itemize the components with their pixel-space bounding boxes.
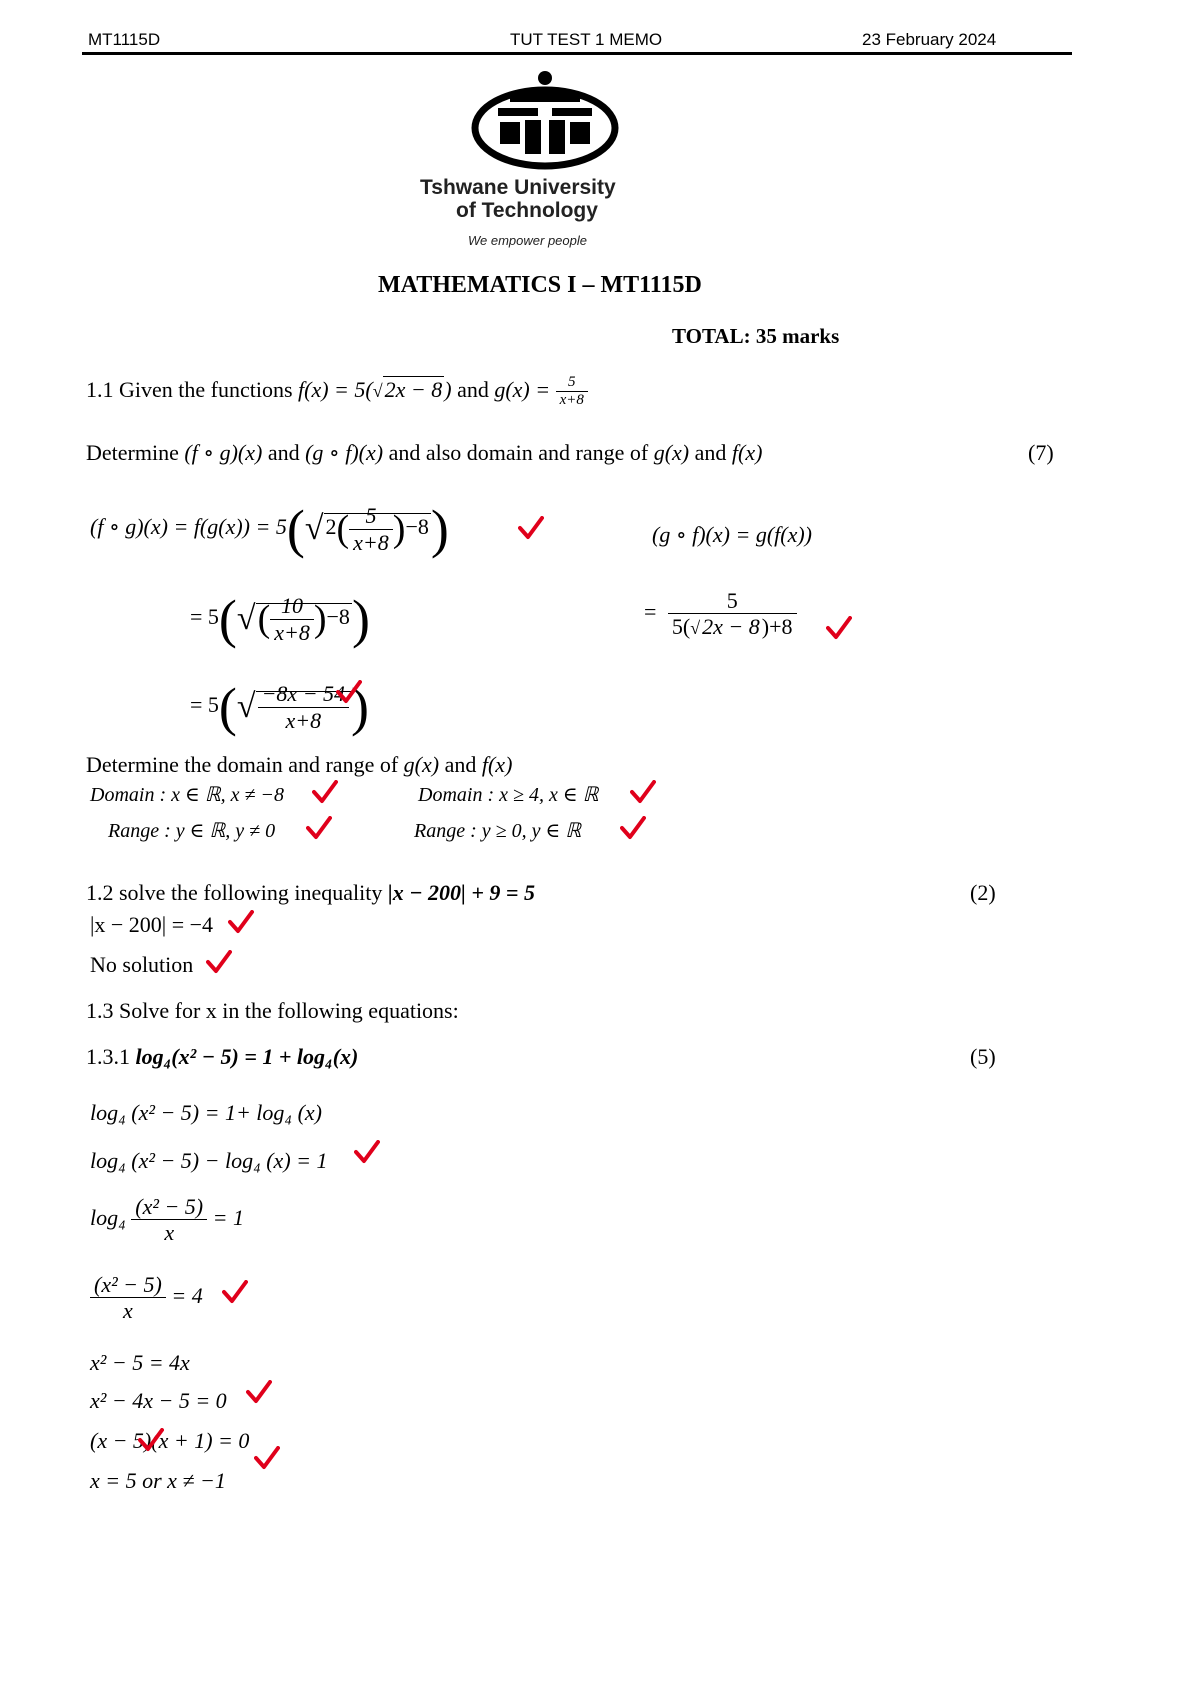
check-mark-icon bbox=[206, 950, 232, 974]
q1-2-prompt bbox=[86, 880, 535, 906]
gof-den-suffix: )+8 bbox=[761, 614, 793, 640]
logo-slogan: We empower people bbox=[468, 233, 587, 248]
fog-line-3-numerator: −8x − 54 bbox=[258, 681, 349, 707]
header-test-name: TUT TEST 1 MEMO bbox=[510, 30, 663, 49]
fx-notation: f(x) bbox=[731, 440, 763, 465]
and-text: and bbox=[689, 440, 732, 465]
check-mark-icon bbox=[354, 1140, 380, 1164]
q1-3-step-4-rhs: = 4 bbox=[171, 1282, 203, 1308]
determine-text: Determine bbox=[86, 440, 185, 465]
g-domain: Domain : x ∈ ℝ, x ≠ −8 bbox=[90, 784, 284, 806]
q1-3-step-3 bbox=[90, 1194, 244, 1246]
q1-2-equation: |x − 200| + 9 = 5 bbox=[387, 880, 535, 905]
q1-3-step-3-numerator: (x² − 5) bbox=[131, 1194, 207, 1220]
q1-1-prompt: 1.1 Given the functions f(x) = 5(√2x − 8) and g(x) = $\frac{5}{x+8}$ bbox=[86, 374, 588, 410]
fog-line-2-lhs: = 5 bbox=[190, 604, 219, 630]
q1-3-step-4-fraction bbox=[90, 1272, 166, 1324]
check-mark-icon bbox=[138, 1428, 164, 1452]
gx-notation: g(x) bbox=[653, 440, 690, 465]
q1-2-step-1: |x − 200| = −4 bbox=[90, 912, 214, 937]
fog-line-2-minus8: −8 bbox=[326, 604, 350, 630]
q1-3-step-4-denominator: x bbox=[123, 1298, 133, 1324]
determine-suffix: and also domain and range of bbox=[383, 440, 654, 465]
university-logo-icon bbox=[470, 70, 620, 170]
fog-line-1: (f ∘ g)(x) = f(g(x)) = 5(√2( $\frac{5}{x+8}$ )−8) bbox=[90, 499, 449, 559]
header-date: 23 February 2024 bbox=[862, 30, 997, 49]
q1-3-1-prompt bbox=[86, 1044, 358, 1070]
g-definition-numerator: 5 bbox=[556, 374, 588, 392]
f-definition-radicand: 2x − 8 bbox=[384, 376, 443, 402]
fog-line-1-fraction bbox=[349, 503, 393, 555]
q1-3-step-8: x = 5 or x ≠ −1 bbox=[90, 1468, 226, 1493]
total-marks: TOTAL: 35 marks bbox=[672, 324, 840, 348]
check-mark-icon bbox=[306, 816, 332, 840]
gof-line-2-denominator: 5(√2x − 8)+8 bbox=[671, 614, 793, 640]
fog-line-3: = 5(√ $\frac{-8x - 54}{x+8}$ ) bbox=[190, 677, 370, 737]
g-range: Range : y ∈ ℝ, y ≠ 0 bbox=[108, 820, 276, 842]
check-mark-icon bbox=[222, 1280, 248, 1304]
g-definition-denominator: x+8 bbox=[559, 392, 584, 409]
check-mark-icon bbox=[246, 1380, 272, 1404]
check-mark-icon bbox=[228, 910, 254, 934]
gof-line-2 bbox=[644, 588, 797, 640]
gof-den-prefix: 5( bbox=[671, 614, 691, 640]
q1-2-marks: (2) bbox=[970, 880, 996, 905]
q1-1-prompt-text: 1.1 Given the functions bbox=[86, 376, 299, 402]
q1-3-1-marks: (5) bbox=[970, 1044, 996, 1069]
check-mark-icon bbox=[254, 1446, 280, 1470]
fog-notation: (f ∘ g)(x) bbox=[184, 440, 263, 465]
gof-notation: (g ∘ f)(x) bbox=[305, 440, 384, 465]
q1-3-step-3-denominator: x bbox=[164, 1220, 175, 1246]
domain-range-gx: g(x) bbox=[403, 752, 440, 777]
g-definition-fraction bbox=[556, 374, 588, 410]
domain-range-prompt bbox=[86, 752, 512, 778]
f-definition-close: ) bbox=[444, 376, 452, 402]
check-mark-icon bbox=[630, 780, 656, 804]
f-definition-lhs: f(x) = 5( bbox=[298, 376, 373, 402]
q1-3-step-3-rhs: = 1 bbox=[212, 1204, 244, 1230]
page-title: MATHEMATICS I – MT1115D bbox=[378, 272, 702, 298]
fog-line-1-numerator: 5 bbox=[349, 503, 393, 529]
q1-3-step-6: x² − 4x − 5 = 0 bbox=[90, 1388, 227, 1413]
gof-line-2-numerator: 5 bbox=[668, 588, 797, 614]
fog-line-2: = 5(√( $\frac{10}{x+8}$ )−8) bbox=[190, 589, 370, 649]
q1-3-1-equation: log₄(x² − 5) = 1 + log₄(x) bbox=[135, 1044, 359, 1069]
fog-line-2-fraction bbox=[270, 593, 314, 645]
fog-line-3-lhs: = 5 bbox=[190, 692, 219, 718]
q1-3-step-3-log: log₄ bbox=[90, 1204, 126, 1230]
domain-range-fx: f(x) bbox=[481, 752, 513, 777]
fog-line-2-numerator: 10 bbox=[270, 593, 314, 619]
q1-2-step-2: No solution bbox=[90, 952, 194, 977]
fog-line-1-denominator: x+8 bbox=[353, 529, 389, 555]
check-mark-icon bbox=[620, 816, 646, 840]
q1-2-prompt-text: 1.2 solve the following inequality bbox=[86, 880, 388, 905]
gof-line-2-fraction bbox=[662, 588, 797, 640]
gof-line-1: (g ∘ f)(x) = g(f(x)) bbox=[652, 522, 812, 547]
f-range: Range : y ≥ 0, y ∈ ℝ bbox=[414, 820, 582, 842]
and-text: and bbox=[439, 752, 482, 777]
logo-university-line1: Tshwane University bbox=[420, 176, 616, 199]
and-text: and bbox=[451, 376, 495, 402]
fog-line-3-denominator: x+8 bbox=[285, 707, 322, 733]
q1-1-marks: (7) bbox=[1028, 440, 1054, 465]
q1-3-1-label: 1.3.1 bbox=[86, 1044, 136, 1069]
fog-line-1-lhs: (f ∘ g)(x) = f(g(x)) = 5 bbox=[90, 514, 287, 540]
f-domain: Domain : x ≥ 4, x ∈ ℝ bbox=[418, 784, 599, 806]
fog-line-1-coef: 2 bbox=[325, 514, 337, 540]
domain-range-prompt-text: Determine the domain and range of bbox=[86, 752, 404, 777]
q1-3-step-4 bbox=[90, 1272, 203, 1324]
q1-3-step-7: (x − 5)(x + 1) = 0 bbox=[90, 1428, 250, 1453]
q1-3-prompt: 1.3 Solve for x in the following equations: bbox=[86, 998, 459, 1023]
header-course-code: MT1115D bbox=[88, 30, 161, 49]
header-divider bbox=[82, 52, 1072, 55]
fog-line-2-denominator: x+8 bbox=[274, 619, 310, 645]
q1-1-determine bbox=[86, 440, 762, 466]
check-mark-icon bbox=[518, 516, 544, 540]
check-mark-icon bbox=[826, 616, 852, 640]
q1-3-step-2: log₄ (x² − 5) − log₄ (x) = 1 bbox=[90, 1148, 328, 1173]
logo-university-line2: of Technology bbox=[456, 199, 598, 222]
q1-3-step-4-numerator: (x² − 5) bbox=[90, 1272, 166, 1298]
check-mark-icon bbox=[336, 680, 362, 704]
q1-3-step-5: x² − 5 = 4x bbox=[90, 1350, 190, 1375]
check-mark-icon bbox=[312, 780, 338, 804]
q1-3-step-1: log₄ (x² − 5) = 1+ log₄ (x) bbox=[90, 1100, 322, 1125]
g-definition-lhs: g(x) = bbox=[494, 376, 556, 402]
gof-den-radicand: 2x − 8 bbox=[702, 614, 760, 640]
gof-line-2-eq: = bbox=[644, 598, 657, 624]
fog-line-1-minus8: −8 bbox=[405, 514, 429, 540]
and-text: and bbox=[262, 440, 306, 465]
q1-3-step-3-fraction bbox=[131, 1194, 207, 1246]
